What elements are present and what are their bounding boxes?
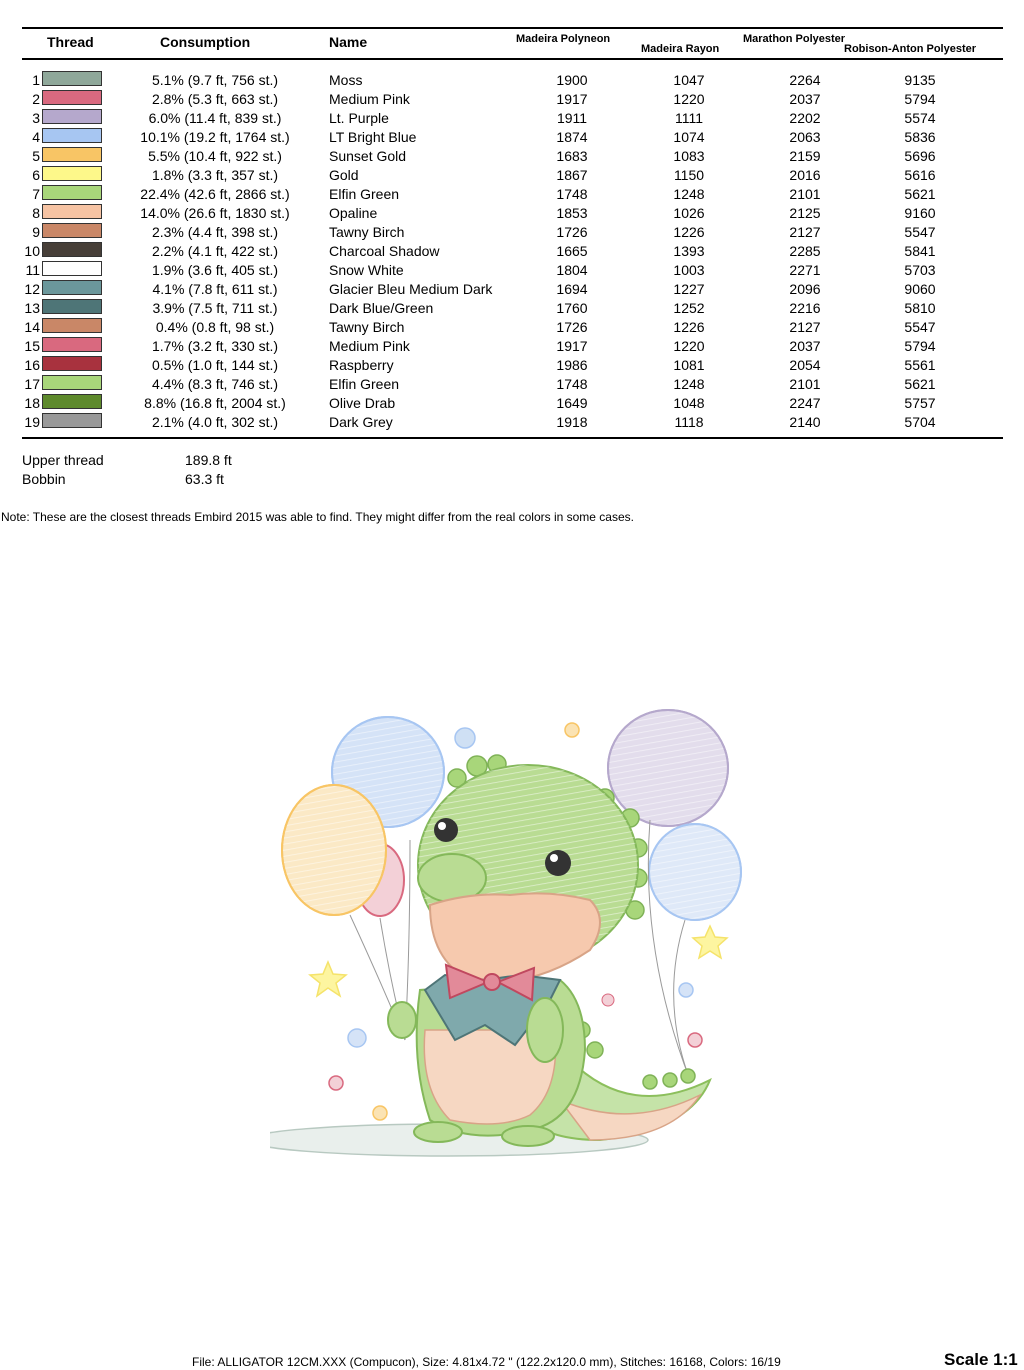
madeira-rayon-code: 1003 (673, 262, 705, 278)
table-row (22, 374, 1003, 393)
thread-name: Dark Grey (329, 414, 393, 430)
table-row (22, 165, 1003, 184)
madeira-rayon-code: 1252 (673, 300, 705, 316)
thread-color-swatch (42, 223, 102, 238)
thread-consumption: 4.4% (8.3 ft, 746 st.) (151, 376, 279, 392)
thread-number: 8 (32, 205, 40, 221)
thread-consumption: 6.0% (11.4 ft, 839 st.) (148, 110, 282, 126)
table-top-rule (22, 27, 1003, 29)
table-row (22, 146, 1003, 165)
table-row (22, 336, 1003, 355)
thread-number: 11 (25, 262, 40, 278)
madeira-polyneon-code: 1649 (556, 395, 588, 411)
marathon-polyester-code: 2096 (789, 281, 821, 297)
thread-number: 13 (24, 300, 40, 316)
thread-color-swatch (42, 185, 102, 200)
madeira-rayon-code: 1111 (674, 110, 704, 126)
table-row (22, 184, 1003, 203)
thread-consumption: 4.1% (7.8 ft, 611 st.) (152, 281, 278, 297)
table-row (22, 89, 1003, 108)
thread-number: 18 (24, 395, 40, 411)
madeira-polyneon-code: 1986 (556, 357, 588, 373)
madeira-polyneon-code: 1917 (556, 338, 588, 354)
table-header-rule (22, 58, 1003, 60)
table-row (22, 260, 1003, 279)
madeira-polyneon-code: 1918 (556, 414, 588, 430)
table-row (22, 355, 1003, 374)
table-row (22, 127, 1003, 146)
marathon-polyester-code: 2264 (789, 72, 821, 88)
robison-anton-code: 5794 (904, 91, 936, 107)
madeira-rayon-code: 1220 (673, 91, 705, 107)
madeira-polyneon-code: 1760 (556, 300, 588, 316)
upper-thread-label: Upper thread (22, 452, 104, 468)
madeira-polyneon-code: 1804 (556, 262, 588, 278)
thread-number: 6 (32, 167, 40, 183)
table-row (22, 317, 1003, 336)
madeira-rayon-code: 1081 (673, 357, 705, 373)
marathon-polyester-code: 2016 (789, 167, 821, 183)
marathon-polyester-code: 2140 (789, 414, 821, 430)
thread-consumption: 1.8% (3.3 ft, 357 st.) (151, 167, 279, 183)
header-name: Name (329, 34, 368, 50)
thread-color-swatch (42, 109, 102, 124)
thread-color-swatch (42, 261, 102, 276)
marathon-polyester-code: 2101 (789, 376, 821, 392)
marathon-polyester-code: 2054 (789, 357, 821, 373)
madeira-rayon-code: 1220 (673, 338, 705, 354)
marathon-polyester-code: 2063 (789, 129, 821, 145)
thread-name: Charcoal Shadow (329, 243, 440, 259)
thread-consumption: 0.4% (0.8 ft, 98 st.) (155, 319, 275, 335)
header-marathon-polyester: Marathon Polyester (743, 33, 846, 45)
thread-number: 15 (24, 338, 40, 354)
thread-number: 19 (24, 414, 40, 430)
madeira-polyneon-code: 1917 (556, 91, 588, 107)
robison-anton-code: 5574 (904, 110, 936, 126)
marathon-polyester-code: 2101 (789, 186, 821, 202)
thread-name: Elfin Green (329, 376, 400, 392)
thread-name: Elfin Green (329, 186, 400, 202)
marathon-polyester-code: 2247 (789, 395, 821, 411)
thread-name: Olive Drab (329, 395, 396, 411)
bobbin-label: Bobbin (22, 471, 66, 487)
thread-name: Lt. Purple (329, 110, 389, 126)
madeira-polyneon-code: 1900 (556, 72, 588, 88)
table-row (22, 279, 1003, 298)
thread-color-swatch (42, 337, 102, 352)
thread-color-swatch (42, 128, 102, 143)
thread-name: Tawny Birch (329, 224, 405, 240)
thread-number: 1 (32, 72, 40, 88)
thread-color-swatch (42, 204, 102, 219)
madeira-rayon-code: 1047 (673, 72, 705, 88)
balloon-blue-right (649, 824, 741, 920)
thread-note: Note: These are the closest threads Embird 2015 was able to find. They might differ from the real colors in some cases. (1, 510, 634, 524)
madeira-polyneon-code: 1683 (556, 148, 588, 164)
thread-number: 3 (32, 110, 40, 126)
table-row (22, 108, 1003, 127)
table-bottom-rule (22, 437, 1003, 439)
alligator-body (388, 965, 585, 1146)
thread-consumption: 1.7% (3.2 ft, 330 st.) (151, 338, 279, 354)
table-row (22, 393, 1003, 412)
thread-color-swatch (42, 147, 102, 162)
thread-number: 2 (32, 91, 40, 107)
thread-name: LT Bright Blue (329, 129, 417, 145)
thread-number: 10 (24, 243, 40, 259)
marathon-polyester-code: 2127 (789, 319, 821, 335)
table-row (22, 203, 1003, 222)
table-row (22, 222, 1003, 241)
thread-number: 17 (24, 376, 40, 392)
robison-anton-code: 5547 (904, 319, 936, 335)
marathon-polyester-code: 2037 (789, 338, 821, 354)
robison-anton-code: 5621 (904, 186, 936, 202)
robison-anton-code: 5836 (904, 129, 936, 145)
thread-consumption: 2.2% (4.1 ft, 422 st.) (151, 243, 279, 259)
madeira-polyneon-code: 1665 (556, 243, 588, 259)
file-info-footer: File: ALLIGATOR 12CM.XXX (Compucon), Size: 4.81x4.72 " (122.2x120.0 mm), Stitches: 16168, Colors: 16/19 (192, 1355, 781, 1369)
table-row (22, 70, 1003, 89)
thread-color-swatch (42, 166, 102, 181)
madeira-polyneon-code: 1853 (556, 205, 588, 221)
madeira-polyneon-code: 1911 (556, 110, 588, 126)
madeira-rayon-code: 1074 (673, 129, 705, 145)
madeira-polyneon-code: 1748 (556, 376, 588, 392)
thread-number: 9 (32, 224, 40, 240)
header-thread: Thread (47, 34, 94, 50)
madeira-polyneon-code: 1874 (556, 129, 588, 145)
thread-name: Moss (329, 72, 363, 88)
thread-consumption: 8.8% (16.8 ft, 2004 st.) (144, 395, 286, 411)
thread-consumption: 5.1% (9.7 ft, 756 st.) (151, 72, 279, 88)
madeira-polyneon-code: 1867 (556, 167, 588, 183)
robison-anton-code: 9160 (904, 205, 936, 221)
robison-anton-code: 5621 (904, 376, 936, 392)
balloon-yellow (282, 785, 386, 915)
madeira-rayon-code: 1083 (673, 148, 705, 164)
thread-consumption: 2.1% (4.0 ft, 302 st.) (151, 414, 279, 430)
marathon-polyester-code: 2125 (789, 205, 821, 221)
madeira-rayon-code: 1150 (673, 167, 705, 183)
madeira-rayon-code: 1248 (673, 186, 705, 202)
thread-color-swatch (42, 280, 102, 295)
thread-name: Opaline (329, 205, 378, 221)
thread-name: Medium Pink (329, 338, 410, 354)
robison-anton-code: 5703 (904, 262, 936, 278)
madeira-rayon-code: 1118 (674, 414, 704, 430)
madeira-polyneon-code: 1694 (556, 281, 588, 297)
embroidery-preview-image (270, 700, 750, 1180)
thread-consumption: 5.5% (10.4 ft, 922 st.) (148, 148, 282, 164)
bobbin-value: 63.3 ft (185, 471, 224, 487)
robison-anton-code: 5704 (904, 414, 936, 430)
robison-anton-code: 5757 (904, 395, 936, 411)
thread-name: Dark Blue/Green (329, 300, 434, 316)
header-madeira-rayon: Madeira Rayon (641, 43, 720, 55)
madeira-rayon-code: 1227 (673, 281, 705, 297)
table-row (22, 412, 1003, 431)
thread-color-swatch (42, 71, 102, 86)
thread-consumption: 10.1% (19.2 ft, 1764 st.) (140, 129, 290, 145)
thread-consumption: 14.0% (26.6 ft, 1830 st.) (140, 205, 290, 221)
madeira-rayon-code: 1248 (673, 376, 705, 392)
table-row (22, 241, 1003, 260)
marathon-polyester-code: 2271 (789, 262, 821, 278)
header-consumption: Consumption (160, 34, 251, 50)
thread-consumption: 0.5% (1.0 ft, 144 st.) (151, 357, 279, 373)
robison-anton-code: 5841 (904, 243, 936, 259)
thread-number: 5 (32, 148, 40, 164)
madeira-rayon-code: 1048 (673, 395, 705, 411)
robison-anton-code: 5696 (904, 148, 936, 164)
thread-name: Medium Pink (329, 91, 410, 107)
madeira-rayon-code: 1226 (673, 224, 705, 240)
thread-number: 14 (24, 319, 40, 335)
thread-number: 4 (32, 129, 40, 145)
marathon-polyester-code: 2216 (789, 300, 821, 316)
thread-name: Tawny Birch (329, 319, 405, 335)
madeira-rayon-code: 1393 (673, 243, 705, 259)
thread-name: Sunset Gold (329, 148, 407, 164)
alligator-head (418, 765, 638, 982)
thread-number: 7 (32, 186, 40, 202)
robison-anton-code: 5616 (904, 167, 936, 183)
thread-color-swatch (42, 242, 102, 257)
robison-anton-code: 9060 (904, 281, 936, 297)
upper-thread-value: 189.8 ft (185, 452, 232, 468)
robison-anton-code: 9135 (904, 72, 936, 88)
thread-name: Raspberry (329, 357, 394, 373)
thread-color-swatch (42, 394, 102, 409)
madeira-rayon-code: 1226 (673, 319, 705, 335)
thread-consumption: 22.4% (42.6 ft, 2866 st.) (140, 186, 290, 202)
marathon-polyester-code: 2285 (789, 243, 821, 259)
marathon-polyester-code: 2159 (789, 148, 821, 164)
thread-consumption: 2.3% (4.4 ft, 398 st.) (151, 224, 279, 240)
thread-consumption: 2.8% (5.3 ft, 663 st.) (151, 91, 279, 107)
thread-color-swatch (42, 413, 102, 428)
marathon-polyester-code: 2202 (789, 110, 821, 126)
thread-color-swatch (42, 375, 102, 390)
madeira-polyneon-code: 1748 (556, 186, 588, 202)
thread-consumption: 1.9% (3.6 ft, 405 st.) (151, 262, 279, 278)
madeira-rayon-code: 1026 (673, 205, 705, 221)
marathon-polyester-code: 2037 (789, 91, 821, 107)
madeira-polyneon-code: 1726 (556, 319, 588, 335)
alligator-eye-right (545, 850, 571, 876)
thread-color-swatch (42, 90, 102, 105)
header-madeira-polyneon: Madeira Polyneon (516, 33, 611, 45)
balloon-purple (608, 710, 728, 826)
thread-color-swatch (42, 356, 102, 371)
robison-anton-code: 5547 (904, 224, 936, 240)
thread-number: 12 (24, 281, 40, 297)
madeira-polyneon-code: 1726 (556, 224, 588, 240)
table-row (22, 298, 1003, 317)
marathon-polyester-code: 2127 (789, 224, 821, 240)
thread-table (22, 70, 1003, 431)
thread-consumption: 3.9% (7.5 ft, 711 st.) (152, 300, 278, 316)
thread-number: 16 (24, 357, 40, 373)
thread-color-swatch (42, 318, 102, 333)
thread-name: Snow White (329, 262, 404, 278)
robison-anton-code: 5561 (904, 357, 936, 373)
thread-name: Gold (329, 167, 359, 183)
robison-anton-code: 5810 (904, 300, 936, 316)
alligator-eye-left (434, 818, 458, 842)
thread-name: Glacier Bleu Medium Dark (329, 281, 493, 297)
thread-color-swatch (42, 299, 102, 314)
header-robison-anton-polyester: Robison-Anton Polyester (844, 43, 977, 55)
scale-label: Scale 1:1 (944, 1350, 1018, 1369)
robison-anton-code: 5794 (904, 338, 936, 354)
